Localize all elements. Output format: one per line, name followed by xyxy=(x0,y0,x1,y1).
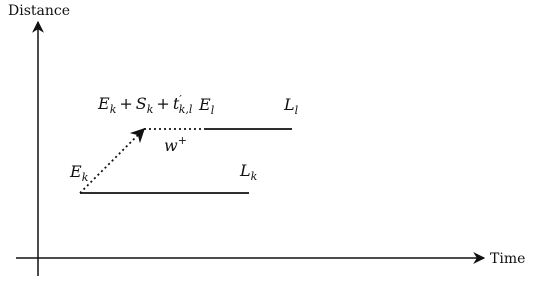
label-w-plus: w+ xyxy=(164,134,187,155)
label-e-k: $E_k$ xyxy=(70,162,89,184)
x-axis-label: Time xyxy=(490,251,526,267)
label-arrival-sum: $E_k + S_k + t'$ k,l xyxy=(98,93,193,116)
label-l-k: $L_k$ xyxy=(240,161,258,183)
transfer-arrow xyxy=(80,129,144,193)
y-axis-label: Distance xyxy=(8,3,71,19)
label-e-l: $E_l$ xyxy=(199,95,215,117)
label-l-l: $L_l$ xyxy=(284,95,299,117)
